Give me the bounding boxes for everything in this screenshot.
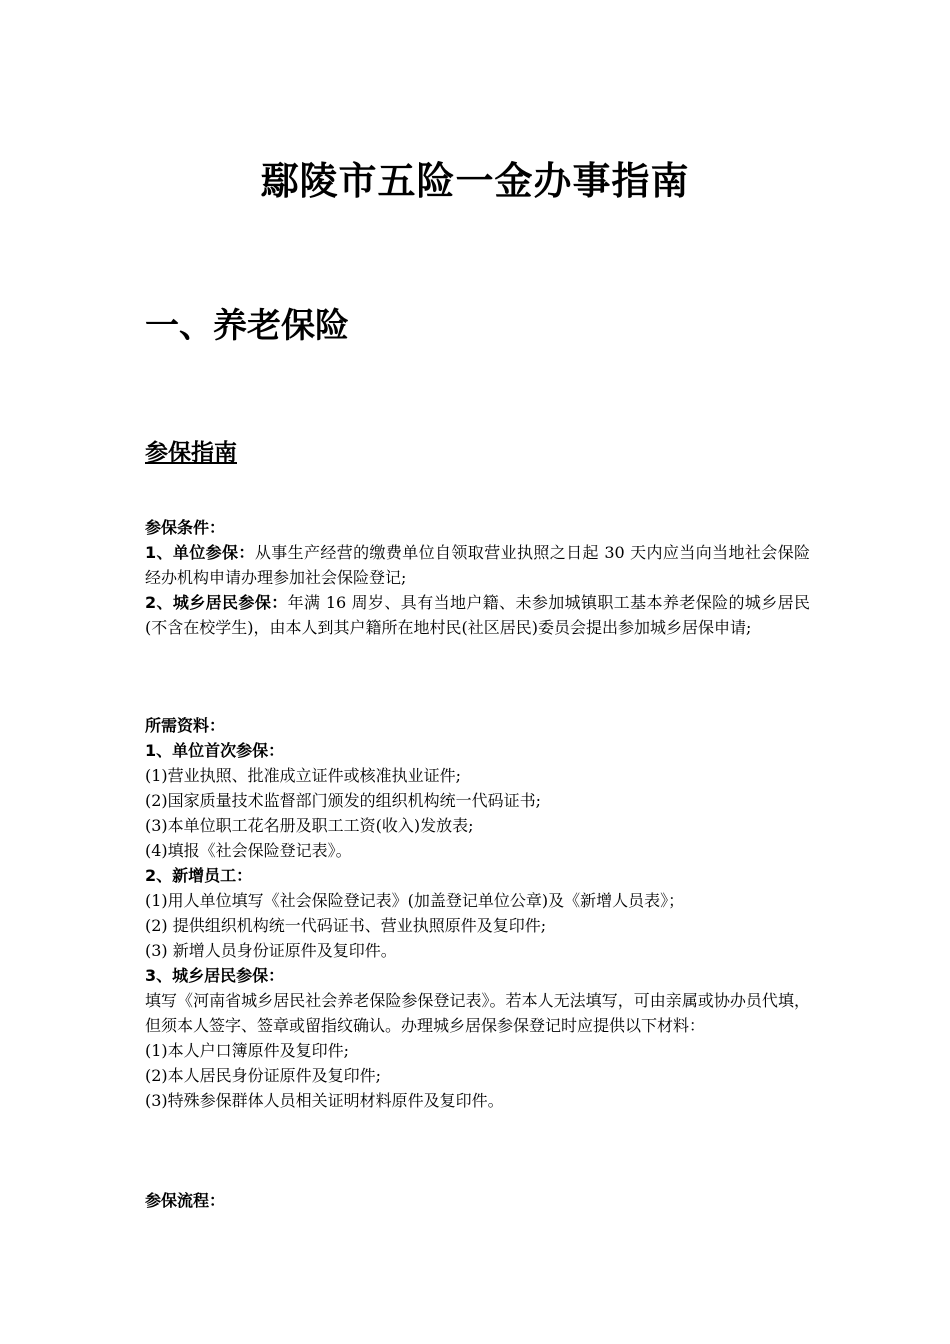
list-item: (1)用人单位填写《社会保险登记表》(加盖登记单位公章)及《新增人员表》； <box>145 891 685 910</box>
list-item: (2) 提供组织机构统一代码证书、营业执照原件及复印件; <box>145 916 547 935</box>
list-item: (1)本人户口簿原件及复印件; <box>145 1041 350 1060</box>
list-item: (2)国家质量技术监督部门颁发的组织机构统一代码证书; <box>145 791 542 810</box>
materials-heading: 所需资料： <box>145 716 226 735</box>
section-heading: 一、养老保险 <box>145 306 349 346</box>
materials-group-heading: 2、新增员工： <box>145 866 253 885</box>
conditions-section <box>145 515 810 640</box>
condition-text: 从事生产经营的缴费单位自领取营业执照之日起 30 天内应当向当地社会保险经办机构申请办理参加社会保险登记; <box>145 543 810 587</box>
document-title: 鄢陵市五险一金办事指南 <box>260 159 690 203</box>
materials-group-heading: 1、单位首次参保： <box>145 741 285 760</box>
process-heading: 参保流程： <box>145 1191 226 1210</box>
materials-section <box>145 713 810 1113</box>
condition-label: 1、单位参保： <box>145 543 255 562</box>
list-item: (2)本人居民身份证原件及复印件; <box>145 1066 382 1085</box>
list-item: (4)填报《社会保险登记表》。 <box>145 841 352 860</box>
conditions-heading: 参保条件： <box>145 518 226 537</box>
process-section <box>145 1188 810 1213</box>
materials-intro: 填写《河南省城乡居民社会养老保险参保登记表》。若本人无法填写，可由亲属或协办员代填，但须本人签字、签章或留指纹确认。办理城乡居保参保登记时应提供以下材料： <box>145 991 810 1035</box>
list-item: (3) 新增人员身份证原件及复印件。 <box>145 941 397 960</box>
condition-text: 年满 16 周岁、具有当地户籍、未参加城镇职工基本养老保险的城乡居民(不含在校学生)，由本人到其户籍所在地村民(社区居民)委员会提出参加城乡居保申请; <box>145 593 810 637</box>
list-item: (3)特殊参保群体人员相关证明材料原件及复印件。 <box>145 1091 504 1110</box>
list-item: (1)营业执照、批准成立证件或核准执业证件; <box>145 766 462 785</box>
condition-item <box>145 540 810 590</box>
materials-group-heading: 3、城乡居民参保： <box>145 966 285 985</box>
subsection-heading: 参保指南 <box>145 440 237 466</box>
condition-label: 2、城乡居民参保： <box>145 593 288 612</box>
list-item: (3)本单位职工花名册及职工工资(收入)发放表; <box>145 816 474 835</box>
condition-item <box>145 590 810 640</box>
